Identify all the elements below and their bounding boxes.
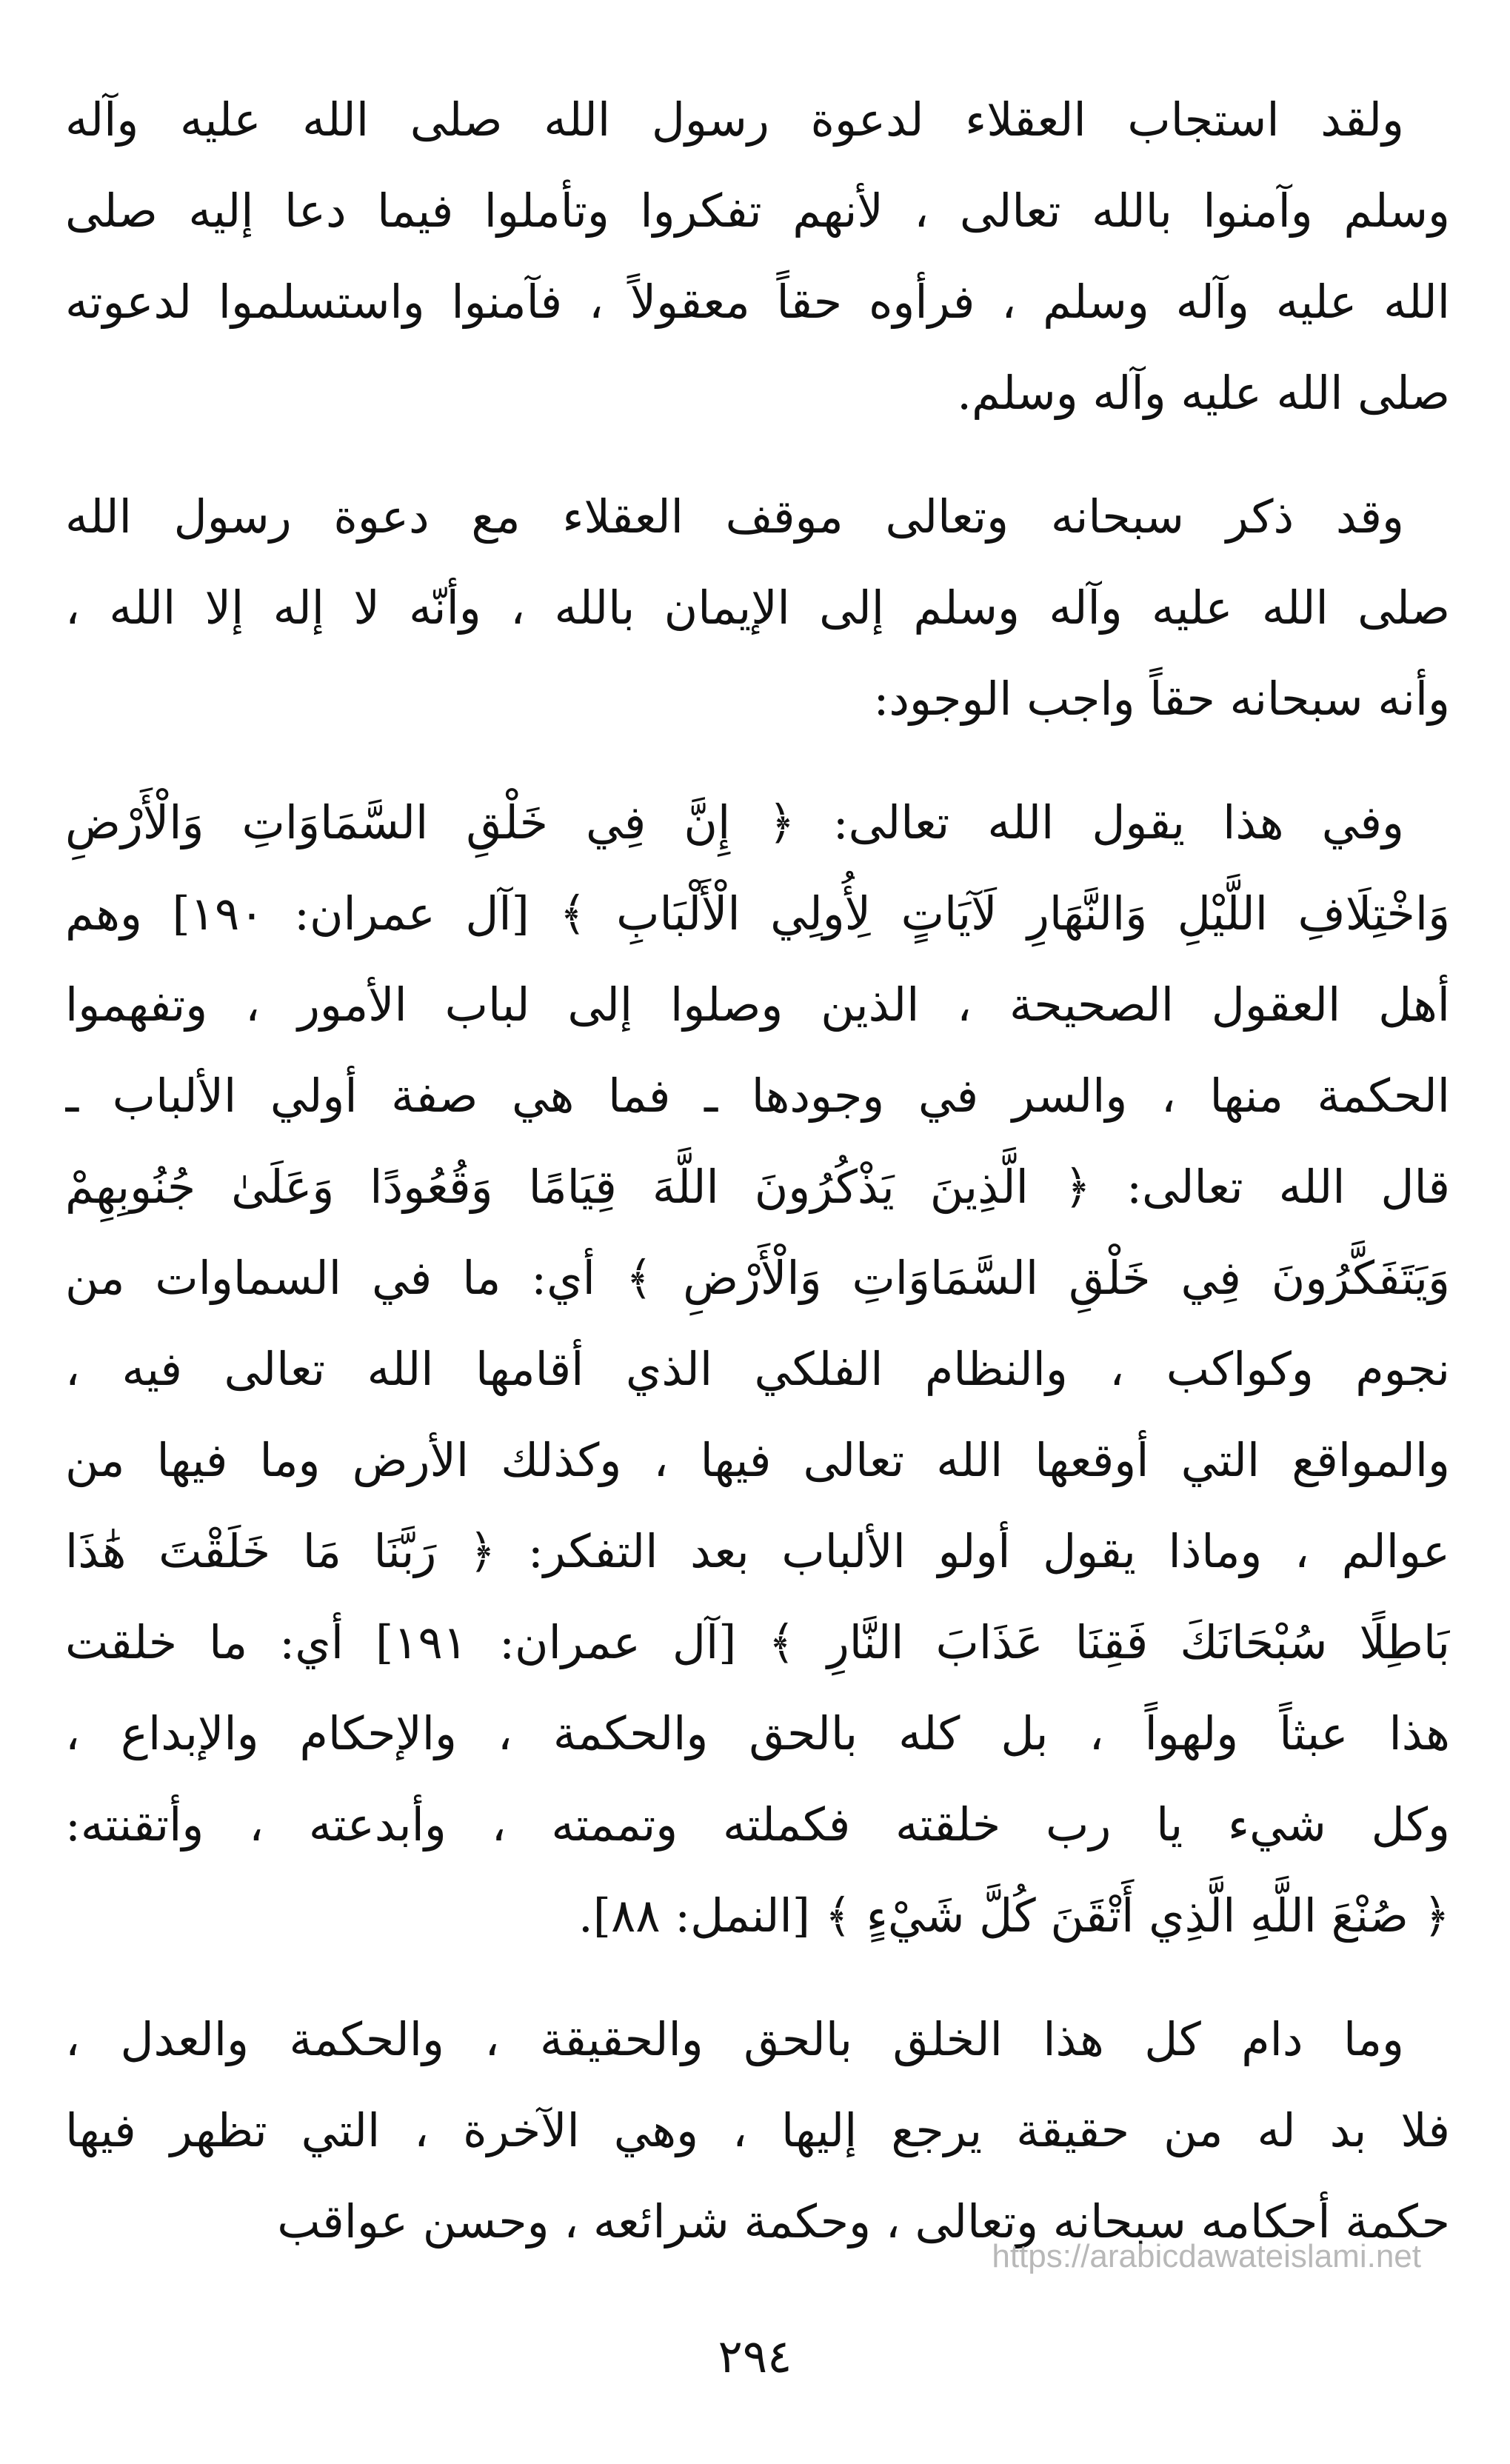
paragraph — [65, 471, 1450, 744]
text-line: وما دام كل هذا الخلق بالحق والحقيقة ، والحكمة والعدل ، — [65, 2012, 1404, 2066]
text-line: فلا بد له من حقيقة يرجع إليها ، وهي الآخرة ، التي تظهر فيها — [65, 2103, 1450, 2157]
paragraph — [65, 1994, 1450, 2267]
text-line: والمواقع التي أوقعها الله تعالى فيها ، وكذلك الأرض وما فيها من — [65, 1433, 1450, 1487]
watermark-url: https://arabicdawateislami.net — [992, 2238, 1421, 2274]
text-line: نجوم وكواكب ، والنظام الفلكي الذي أقامها الله تعالى فيه ، — [65, 1342, 1450, 1396]
text-line: ولقد استجاب العقلاء لدعوة رسول الله صلى الله عليه وآله — [65, 93, 1404, 147]
text-line: أهل العقول الصحيحة ، الذين وصلوا إلى لباب الأمور ، وتفهموا — [65, 978, 1450, 1032]
text-line: قال الله تعالى: ﴿ الَّذِينَ يَذْكُرُونَ اللَّهَ قِيَامًا وَقُعُودًا وَعَلَىٰ جُنُوبِهِمْ — [65, 1160, 1450, 1214]
body-text — [65, 74, 1450, 2300]
text-line: وأنه سبحانه حقاً واجب الوجود: — [873, 672, 1450, 726]
text-line: عوالم ، وماذا يقول أولو الألباب بعد التفكر: ﴿ رَبَّنَا مَا خَلَقْتَ هَٰذَا — [65, 1524, 1450, 1578]
text-line: وفي هذا يقول الله تعالى: ﴿ إِنَّ فِي خَلْقِ السَّمَاوَاتِ وَالْأَرْضِ — [65, 795, 1404, 849]
text-line: وكل شيء يا رب خلقته فكملته وتممته ، وأبدعته ، وأتقنته: — [65, 1797, 1450, 1852]
text-line: الله عليه وآله وسلم ، فرأوه حقاً معقولاً ، فآمنوا واستسلموا لدعوته — [65, 275, 1450, 329]
text-line: هذا عبثاً ولهواً ، بل كله بالحق والحكمة ، والإحكام والإبداع ، — [65, 1706, 1450, 1760]
text-line: الحكمة منها ، والسر في وجودها ـ فما هي صفة أولي الألباب ـ — [65, 1069, 1450, 1123]
text-line: صلى الله عليه وآله وسلم إلى الإيمان بالله ، وأنّه لا إله إلا الله ، — [65, 581, 1450, 635]
text-line: وسلم وآمنوا بالله تعالى ، لأنهم تفكروا وتأملوا فيما دعا إليه صلى — [65, 184, 1450, 238]
page-number: ٢٩٤ — [718, 2329, 792, 2383]
text-line: بَاطِلًا سُبْحَانَكَ فَقِنَا عَذَابَ النَّارِ ﴾ [آل عمران: ١٩١] أي: ما خلقت — [65, 1615, 1450, 1669]
text-line: ﴿ صُنْعَ اللَّهِ الَّذِي أَتْقَنَ كُلَّ شَيْءٍ ﴾ [النمل: ٨٨]. — [578, 1889, 1450, 1943]
paragraph — [65, 74, 1450, 438]
paragraph — [65, 777, 1450, 1961]
text-line: وَيَتَفَكَّرُونَ فِي خَلْقِ السَّمَاوَاتِ وَالْأَرْضِ ﴾ أي: ما في السماوات من — [65, 1251, 1450, 1305]
text-line: وقد ذكر سبحانه وتعالى موقف العقلاء مع دعوة رسول الله — [65, 490, 1404, 544]
text-line: صلى الله عليه وآله وسلم. — [957, 366, 1450, 420]
text-line: وَاخْتِلَافِ اللَّيْلِ وَالنَّهَارِ لَآيَاتٍ لِأُولِي الْأَلْبَابِ ﴾ [آل عمران: ١٩٠] وهم — [65, 887, 1450, 941]
text-line: حكمة أحكامه سبحانه وتعالى ، وحكمة شرائعه ، وحسن عواقب — [277, 2194, 1450, 2248]
